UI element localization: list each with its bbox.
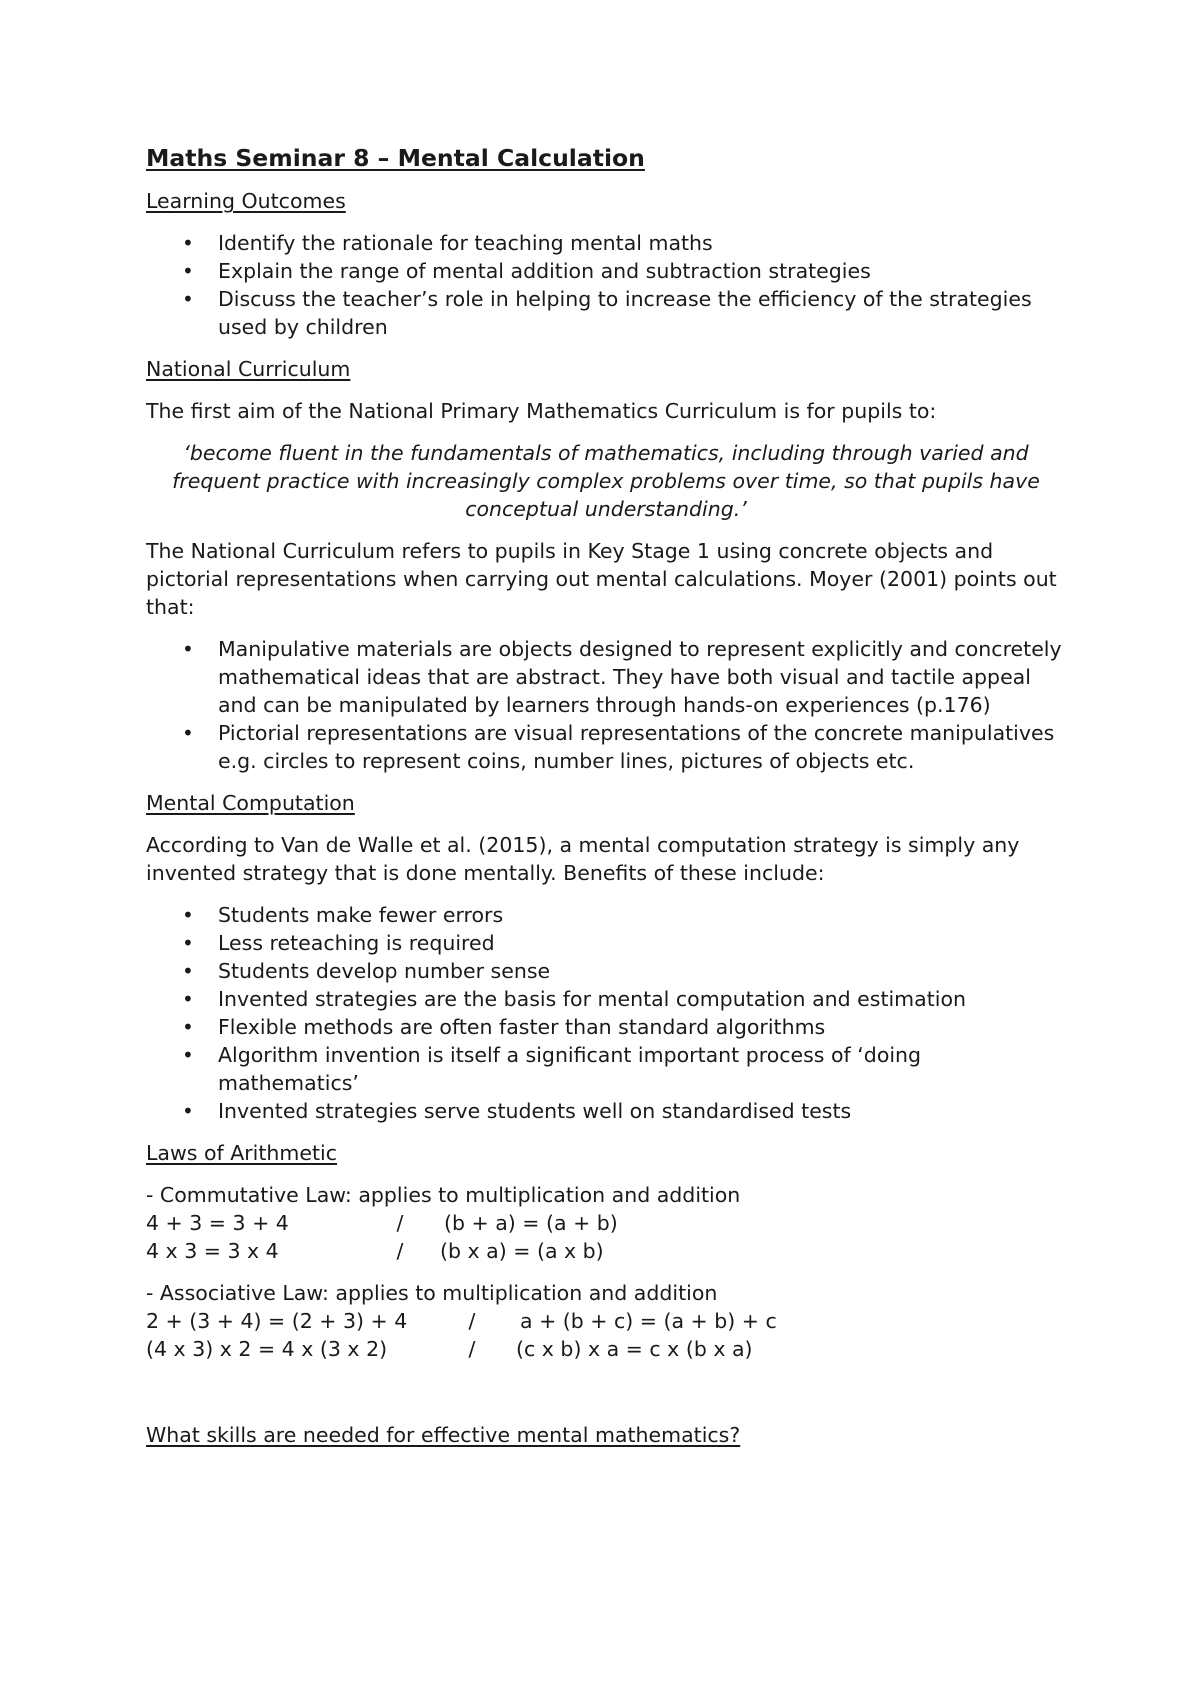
equation-algebraic: (c x b) x a = c x (b x a) [516,1337,753,1361]
list-item: • Invented strategies serve students well on standardised tests [146,1097,1066,1125]
equation-algebraic: (b x a) = (a x b) [440,1239,604,1263]
learning-outcomes-heading: Learning Outcomes [146,189,346,213]
list-item: • Discuss the teacher’s role in helping to increase the efficiency of the strategies used by children [146,285,1066,341]
learning-outcomes-list [146,229,1066,341]
mental-computation-paragraph: According to Van de Walle et al. (2015), a mental computation strategy is simply any invented strategy that is done mentally. Benefits of these include: [146,833,1020,885]
document-content [146,142,1066,1449]
final-question-heading: What skills are needed for effective mental mathematics? [146,1423,741,1447]
list-item: • Manipulative materials are objects designed to represent explicitly and concretely mathematical ideas that are abstract. They have both visual and tactile appeal and can be manipulated by learners through hands-on experiences (p.176) [146,635,1066,719]
equation-row [146,1335,1066,1363]
laws-heading: Laws of Arithmetic [146,1141,337,1165]
list-item: • Less reteaching is required [146,929,1066,957]
list-item: • Identify the rationale for teaching mental maths [146,229,1066,257]
equation-separator: / [396,1211,404,1235]
list-item: • Explain the range of mental addition and subtraction strategies [146,257,1066,285]
associative-law-intro: - Associative Law: applies to multiplication and addition [146,1281,718,1305]
equation-algebraic: (b + a) = (a + b) [444,1211,618,1235]
associative-law [146,1279,1066,1363]
benefits-list [146,901,1066,1125]
moyer-points-list [146,635,1066,775]
list-item: • Flexible methods are often faster than standard algorithms [146,1013,1066,1041]
equation-algebraic: a + (b + c) = (a + b) + c [520,1309,777,1333]
commutative-law [146,1181,1066,1265]
national-curriculum-heading: National Curriculum [146,357,351,381]
page-title: Maths Seminar 8 – Mental Calculation [146,144,645,172]
national-curriculum-intro: The first aim of the National Primary Mathematics Curriculum is for pupils to: [146,399,937,423]
equation-numeric: 4 x 3 = 3 x 4 [146,1239,279,1263]
list-item: • Invented strategies are the basis for mental computation and estimation [146,985,1066,1013]
equation-numeric: 4 + 3 = 3 + 4 [146,1211,289,1235]
equation-separator: / [468,1309,476,1333]
list-item: • Students develop number sense [146,957,1066,985]
equation-separator: / [468,1337,476,1361]
equation-separator: / [396,1239,404,1263]
list-item: • Students make fewer errors [146,901,1066,929]
list-item: • Pictorial representations are visual representations of the concrete manipulatives e.g. circles to represent coins, number lines, pictures of objects etc. [146,719,1066,775]
mental-computation-heading: Mental Computation [146,791,355,815]
equation-row [146,1209,1066,1237]
list-item: • Algorithm invention is itself a significant important process of ‘doing mathematics’ [146,1041,1066,1097]
national-curriculum-paragraph: The National Curriculum refers to pupils in Key Stage 1 using concrete objects and pictorial representations when carrying out mental calculations. Moyer (2001) points out that: [146,539,1057,619]
commutative-law-intro: - Commutative Law: applies to multiplication and addition [146,1183,741,1207]
equation-row [146,1237,1066,1265]
equation-numeric: 2 + (3 + 4) = (2 + 3) + 4 [146,1309,408,1333]
equation-row [146,1307,1066,1335]
equation-numeric: (4 x 3) x 2 = 4 x (3 x 2) [146,1337,388,1361]
curriculum-quote: ‘become fluent in the fundamentals of mathematics, including through varied and frequent practice with increasingly complex problems over time, so that pupils have conceptual understanding.’ [172,441,1040,521]
